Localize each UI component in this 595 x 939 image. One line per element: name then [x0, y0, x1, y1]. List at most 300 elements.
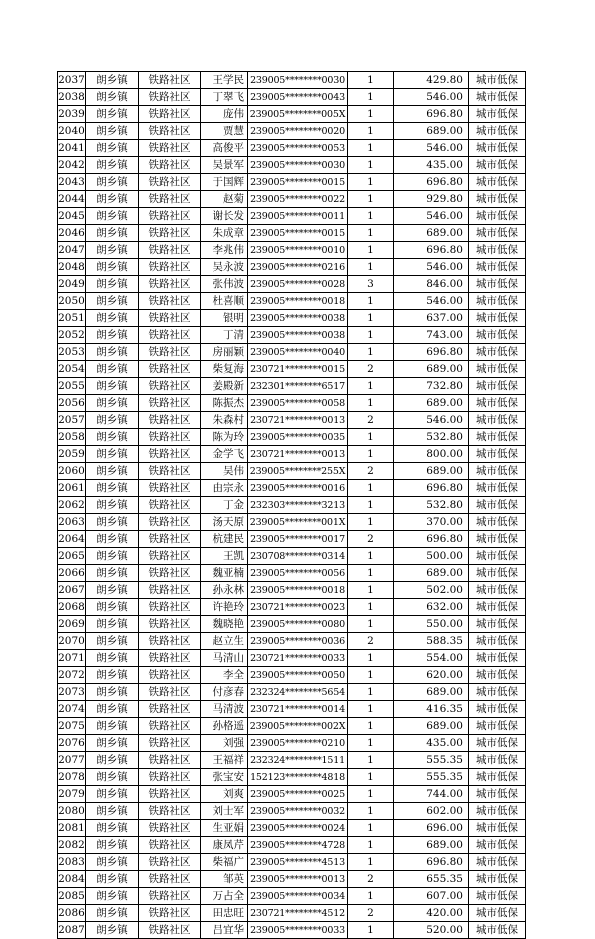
cell-aid-type: 城市低保	[469, 633, 526, 650]
cell-id-number: 230721********0023	[248, 599, 348, 616]
cell-household-count: 1	[348, 854, 394, 871]
cell-id-number: 239005********0028	[248, 276, 348, 293]
cell-community: 铁路社区	[139, 650, 201, 667]
cell-aid-type: 城市低保	[469, 259, 526, 276]
cell-row-number: 2075	[58, 718, 86, 735]
cell-town: 朗乡镇	[86, 497, 139, 514]
cell-household-count: 1	[348, 752, 394, 769]
cell-amount: 689.00	[394, 395, 469, 412]
cell-amount: 416.35	[394, 701, 469, 718]
cell-community: 铁路社区	[139, 888, 201, 905]
cell-amount: 607.00	[394, 888, 469, 905]
cell-community: 铁路社区	[139, 531, 201, 548]
cell-id-number: 230721********0014	[248, 701, 348, 718]
table-row	[58, 531, 526, 548]
cell-aid-type: 城市低保	[469, 446, 526, 463]
cell-row-number: 2044	[58, 191, 86, 208]
cell-town: 朗乡镇	[86, 310, 139, 327]
table-row	[58, 276, 526, 293]
cell-amount: 620.00	[394, 667, 469, 684]
cell-community: 铁路社区	[139, 344, 201, 361]
table-row	[58, 548, 526, 565]
cell-aid-type: 城市低保	[469, 310, 526, 327]
cell-aid-type: 城市低保	[469, 888, 526, 905]
cell-name: 陈振杰	[201, 395, 248, 412]
table-row	[58, 820, 526, 837]
cell-town: 朗乡镇	[86, 429, 139, 446]
cell-aid-type: 城市低保	[469, 701, 526, 718]
cell-id-number: 230721********0013	[248, 446, 348, 463]
cell-row-number: 2073	[58, 684, 86, 701]
cell-id-number: 239005********0080	[248, 616, 348, 633]
cell-row-number: 2076	[58, 735, 86, 752]
cell-name: 金学飞	[201, 446, 248, 463]
cell-row-number: 2055	[58, 378, 86, 395]
table-row	[58, 599, 526, 616]
cell-town: 朗乡镇	[86, 344, 139, 361]
cell-row-number: 2078	[58, 769, 86, 786]
cell-amount: 520.00	[394, 922, 469, 939]
cell-household-count: 1	[348, 140, 394, 157]
cell-community: 铁路社区	[139, 735, 201, 752]
cell-community: 铁路社区	[139, 548, 201, 565]
cell-name: 赵立生	[201, 633, 248, 650]
cell-town: 朗乡镇	[86, 905, 139, 922]
cell-aid-type: 城市低保	[469, 599, 526, 616]
cell-town: 朗乡镇	[86, 701, 139, 718]
cell-household-count: 2	[348, 633, 394, 650]
cell-community: 铁路社区	[139, 293, 201, 310]
cell-name: 由宗永	[201, 480, 248, 497]
cell-town: 朗乡镇	[86, 854, 139, 871]
cell-id-number: 239005********0011	[248, 208, 348, 225]
cell-community: 铁路社区	[139, 242, 201, 259]
cell-row-number: 2053	[58, 344, 86, 361]
cell-name: 陈为玲	[201, 429, 248, 446]
cell-household-count: 1	[348, 735, 394, 752]
cell-row-number: 2059	[58, 446, 86, 463]
cell-town: 朗乡镇	[86, 531, 139, 548]
cell-name: 马清波	[201, 701, 248, 718]
cell-aid-type: 城市低保	[469, 786, 526, 803]
cell-name: 王福祥	[201, 752, 248, 769]
cell-community: 铁路社区	[139, 701, 201, 718]
table-row	[58, 497, 526, 514]
cell-name: 王凯	[201, 548, 248, 565]
cell-community: 铁路社区	[139, 140, 201, 157]
cell-aid-type: 城市低保	[469, 276, 526, 293]
cell-town: 朗乡镇	[86, 514, 139, 531]
cell-community: 铁路社区	[139, 820, 201, 837]
cell-aid-type: 城市低保	[469, 497, 526, 514]
cell-name: 银明	[201, 310, 248, 327]
cell-town: 朗乡镇	[86, 837, 139, 854]
cell-community: 铁路社区	[139, 378, 201, 395]
cell-id-number: 239005********0034	[248, 888, 348, 905]
table-row	[58, 854, 526, 871]
cell-community: 铁路社区	[139, 327, 201, 344]
cell-name: 付彦春	[201, 684, 248, 701]
cell-id-number: 239005********0024	[248, 820, 348, 837]
cell-row-number: 2043	[58, 174, 86, 191]
cell-household-count: 1	[348, 174, 394, 191]
cell-aid-type: 城市低保	[469, 361, 526, 378]
cell-id-number: 239005********005X	[248, 106, 348, 123]
cell-town: 朗乡镇	[86, 752, 139, 769]
cell-id-number: 239005********0032	[248, 803, 348, 820]
cell-id-number: 239005********0053	[248, 140, 348, 157]
cell-town: 朗乡镇	[86, 72, 139, 89]
table-row	[58, 633, 526, 650]
table-row	[58, 446, 526, 463]
cell-amount: 655.35	[394, 871, 469, 888]
cell-name: 刘爽	[201, 786, 248, 803]
cell-community: 铁路社区	[139, 361, 201, 378]
cell-town: 朗乡镇	[86, 667, 139, 684]
cell-name: 田忠旺	[201, 905, 248, 922]
table-row	[58, 140, 526, 157]
cell-community: 铁路社区	[139, 752, 201, 769]
cell-household-count: 2	[348, 412, 394, 429]
cell-household-count: 1	[348, 89, 394, 106]
cell-community: 铁路社区	[139, 803, 201, 820]
cell-amount: 732.80	[394, 378, 469, 395]
cell-community: 铁路社区	[139, 514, 201, 531]
cell-id-number: 232301********6517	[248, 378, 348, 395]
cell-id-number: 239005********0017	[248, 531, 348, 548]
cell-town: 朗乡镇	[86, 242, 139, 259]
cell-aid-type: 城市低保	[469, 463, 526, 480]
cell-community: 铁路社区	[139, 106, 201, 123]
cell-row-number: 2039	[58, 106, 86, 123]
cell-aid-type: 城市低保	[469, 548, 526, 565]
cell-amount: 689.00	[394, 225, 469, 242]
cell-community: 铁路社区	[139, 225, 201, 242]
cell-amount: 689.00	[394, 684, 469, 701]
cell-name: 杭建民	[201, 531, 248, 548]
cell-town: 朗乡镇	[86, 548, 139, 565]
cell-id-number: 232324********1511	[248, 752, 348, 769]
cell-town: 朗乡镇	[86, 174, 139, 191]
cell-community: 铁路社区	[139, 769, 201, 786]
cell-id-number: 239005********0056	[248, 565, 348, 582]
cell-row-number: 2056	[58, 395, 86, 412]
cell-row-number: 2081	[58, 820, 86, 837]
cell-community: 铁路社区	[139, 599, 201, 616]
table-row	[58, 395, 526, 412]
cell-aid-type: 城市低保	[469, 242, 526, 259]
cell-id-number: 239005********0022	[248, 191, 348, 208]
cell-amount: 532.80	[394, 429, 469, 446]
cell-row-number: 2086	[58, 905, 86, 922]
cell-aid-type: 城市低保	[469, 616, 526, 633]
cell-community: 铁路社区	[139, 429, 201, 446]
cell-amount: 532.80	[394, 497, 469, 514]
cell-amount: 554.00	[394, 650, 469, 667]
cell-household-count: 1	[348, 106, 394, 123]
cell-id-number: 239005********4513	[248, 854, 348, 871]
cell-id-number: 239005********0013	[248, 871, 348, 888]
cell-name: 孙永林	[201, 582, 248, 599]
cell-name: 杜喜顺	[201, 293, 248, 310]
cell-town: 朗乡镇	[86, 276, 139, 293]
cell-id-number: 230721********0033	[248, 650, 348, 667]
cell-community: 铁路社区	[139, 854, 201, 871]
cell-aid-type: 城市低保	[469, 72, 526, 89]
cell-community: 铁路社区	[139, 123, 201, 140]
cell-name: 柴福广	[201, 854, 248, 871]
cell-community: 铁路社区	[139, 905, 201, 922]
cell-aid-type: 城市低保	[469, 735, 526, 752]
table-row	[58, 650, 526, 667]
cell-name: 刘士军	[201, 803, 248, 820]
cell-household-count: 1	[348, 548, 394, 565]
cell-name: 康凤芹	[201, 837, 248, 854]
cell-row-number: 2045	[58, 208, 86, 225]
cell-row-number: 2064	[58, 531, 86, 548]
cell-id-number: 239005********255X	[248, 463, 348, 480]
cell-town: 朗乡镇	[86, 225, 139, 242]
cell-amount: 555.35	[394, 769, 469, 786]
cell-aid-type: 城市低保	[469, 837, 526, 854]
cell-town: 朗乡镇	[86, 89, 139, 106]
cell-row-number: 2085	[58, 888, 86, 905]
cell-id-number: 239005********0025	[248, 786, 348, 803]
table-row	[58, 361, 526, 378]
cell-household-count: 1	[348, 497, 394, 514]
cell-community: 铁路社区	[139, 497, 201, 514]
cell-amount: 689.00	[394, 565, 469, 582]
cell-amount: 550.00	[394, 616, 469, 633]
cell-amount: 588.35	[394, 633, 469, 650]
cell-amount: 435.00	[394, 157, 469, 174]
table-row	[58, 701, 526, 718]
cell-id-number: 230721********0015	[248, 361, 348, 378]
cell-household-count: 1	[348, 820, 394, 837]
cell-household-count: 2	[348, 871, 394, 888]
cell-amount: 929.80	[394, 191, 469, 208]
cell-aid-type: 城市低保	[469, 123, 526, 140]
table-row	[58, 905, 526, 922]
cell-name: 丁金	[201, 497, 248, 514]
cell-town: 朗乡镇	[86, 633, 139, 650]
cell-id-number: 232324********5654	[248, 684, 348, 701]
cell-row-number: 2054	[58, 361, 86, 378]
cell-aid-type: 城市低保	[469, 769, 526, 786]
cell-amount: 546.00	[394, 140, 469, 157]
cell-household-count: 1	[348, 582, 394, 599]
table-row	[58, 310, 526, 327]
cell-community: 铁路社区	[139, 446, 201, 463]
cell-household-count: 1	[348, 650, 394, 667]
cell-household-count: 1	[348, 565, 394, 582]
cell-household-count: 1	[348, 667, 394, 684]
cell-amount: 546.00	[394, 89, 469, 106]
cell-household-count: 1	[348, 786, 394, 803]
cell-row-number: 2040	[58, 123, 86, 140]
cell-community: 铁路社区	[139, 191, 201, 208]
cell-town: 朗乡镇	[86, 463, 139, 480]
cell-aid-type: 城市低保	[469, 157, 526, 174]
table-row	[58, 735, 526, 752]
cell-id-number: 239005********0036	[248, 633, 348, 650]
cell-town: 朗乡镇	[86, 106, 139, 123]
cell-household-count: 1	[348, 378, 394, 395]
cell-household-count: 1	[348, 191, 394, 208]
cell-aid-type: 城市低保	[469, 327, 526, 344]
cell-row-number: 2062	[58, 497, 86, 514]
cell-id-number: 239005********0015	[248, 174, 348, 191]
cell-household-count: 1	[348, 157, 394, 174]
cell-aid-type: 城市低保	[469, 395, 526, 412]
cell-row-number: 2058	[58, 429, 86, 446]
cell-row-number: 2080	[58, 803, 86, 820]
cell-id-number: 239005********0018	[248, 582, 348, 599]
table-row	[58, 565, 526, 582]
cell-household-count: 1	[348, 208, 394, 225]
cell-community: 铁路社区	[139, 276, 201, 293]
cell-name: 房丽颖	[201, 344, 248, 361]
cell-name: 赵菊	[201, 191, 248, 208]
cell-town: 朗乡镇	[86, 786, 139, 803]
cell-amount: 696.00	[394, 820, 469, 837]
table-row	[58, 123, 526, 140]
cell-community: 铁路社区	[139, 837, 201, 854]
cell-household-count: 1	[348, 242, 394, 259]
cell-town: 朗乡镇	[86, 616, 139, 633]
cell-household-count: 1	[348, 310, 394, 327]
table-row	[58, 174, 526, 191]
cell-row-number: 2069	[58, 616, 86, 633]
cell-aid-type: 城市低保	[469, 854, 526, 871]
cell-town: 朗乡镇	[86, 412, 139, 429]
cell-town: 朗乡镇	[86, 480, 139, 497]
cell-aid-type: 城市低保	[469, 208, 526, 225]
cell-household-count: 1	[348, 123, 394, 140]
cell-household-count: 1	[348, 293, 394, 310]
cell-aid-type: 城市低保	[469, 174, 526, 191]
cell-amount: 546.00	[394, 259, 469, 276]
cell-town: 朗乡镇	[86, 395, 139, 412]
cell-id-number: 239005********0058	[248, 395, 348, 412]
cell-town: 朗乡镇	[86, 191, 139, 208]
cell-name: 吴景军	[201, 157, 248, 174]
cell-name: 张宝安	[201, 769, 248, 786]
cell-aid-type: 城市低保	[469, 429, 526, 446]
cell-community: 铁路社区	[139, 463, 201, 480]
cell-row-number: 2072	[58, 667, 86, 684]
cell-row-number: 2052	[58, 327, 86, 344]
cell-aid-type: 城市低保	[469, 905, 526, 922]
cell-aid-type: 城市低保	[469, 684, 526, 701]
cell-community: 铁路社区	[139, 684, 201, 701]
table-row	[58, 888, 526, 905]
cell-aid-type: 城市低保	[469, 89, 526, 106]
table-row	[58, 786, 526, 803]
cell-row-number: 2050	[58, 293, 86, 310]
cell-town: 朗乡镇	[86, 140, 139, 157]
cell-name: 吴永波	[201, 259, 248, 276]
table-row	[58, 514, 526, 531]
cell-name: 高俊平	[201, 140, 248, 157]
cell-aid-type: 城市低保	[469, 378, 526, 395]
cell-amount: 696.80	[394, 106, 469, 123]
cell-id-number: 239005********0020	[248, 123, 348, 140]
table-row	[58, 225, 526, 242]
cell-id-number: 232303********3213	[248, 497, 348, 514]
cell-household-count: 1	[348, 803, 394, 820]
table-row	[58, 157, 526, 174]
cell-community: 铁路社区	[139, 718, 201, 735]
cell-row-number: 2068	[58, 599, 86, 616]
cell-id-number: 239005********0030	[248, 157, 348, 174]
cell-household-count: 1	[348, 514, 394, 531]
cell-aid-type: 城市低保	[469, 106, 526, 123]
cell-name: 马清山	[201, 650, 248, 667]
cell-row-number: 2063	[58, 514, 86, 531]
table-row	[58, 463, 526, 480]
cell-id-number: 239005********0010	[248, 242, 348, 259]
cell-row-number: 2038	[58, 89, 86, 106]
cell-id-number: 152123********4818	[248, 769, 348, 786]
cell-household-count: 3	[348, 276, 394, 293]
cell-row-number: 2061	[58, 480, 86, 497]
cell-amount: 602.00	[394, 803, 469, 820]
cell-household-count: 2	[348, 531, 394, 548]
cell-household-count: 1	[348, 480, 394, 497]
cell-name: 朱森村	[201, 412, 248, 429]
table-row	[58, 480, 526, 497]
cell-id-number: 239005********0050	[248, 667, 348, 684]
cell-row-number: 2037	[58, 72, 86, 89]
cell-aid-type: 城市低保	[469, 871, 526, 888]
cell-id-number: 239005********0015	[248, 225, 348, 242]
cell-amount: 800.00	[394, 446, 469, 463]
table-row	[58, 208, 526, 225]
cell-community: 铁路社区	[139, 616, 201, 633]
cell-aid-type: 城市低保	[469, 225, 526, 242]
cell-id-number: 239005********002X	[248, 718, 348, 735]
cell-aid-type: 城市低保	[469, 718, 526, 735]
table-row	[58, 259, 526, 276]
cell-community: 铁路社区	[139, 633, 201, 650]
cell-household-count: 1	[348, 769, 394, 786]
cell-name: 许艳玲	[201, 599, 248, 616]
cell-aid-type: 城市低保	[469, 344, 526, 361]
cell-community: 铁路社区	[139, 395, 201, 412]
cell-amount: 429.80	[394, 72, 469, 89]
cell-community: 铁路社区	[139, 72, 201, 89]
cell-aid-type: 城市低保	[469, 514, 526, 531]
cell-household-count: 1	[348, 701, 394, 718]
cell-amount: 546.00	[394, 208, 469, 225]
cell-amount: 696.80	[394, 344, 469, 361]
cell-row-number: 2047	[58, 242, 86, 259]
cell-community: 铁路社区	[139, 667, 201, 684]
cell-aid-type: 城市低保	[469, 140, 526, 157]
cell-aid-type: 城市低保	[469, 752, 526, 769]
cell-community: 铁路社区	[139, 922, 201, 939]
cell-amount: 689.00	[394, 123, 469, 140]
cell-town: 朗乡镇	[86, 888, 139, 905]
cell-id-number: 239005********0040	[248, 344, 348, 361]
cell-town: 朗乡镇	[86, 582, 139, 599]
cell-row-number: 2082	[58, 837, 86, 854]
cell-aid-type: 城市低保	[469, 191, 526, 208]
cell-row-number: 2066	[58, 565, 86, 582]
cell-name: 谢长发	[201, 208, 248, 225]
cell-amount: 502.00	[394, 582, 469, 599]
